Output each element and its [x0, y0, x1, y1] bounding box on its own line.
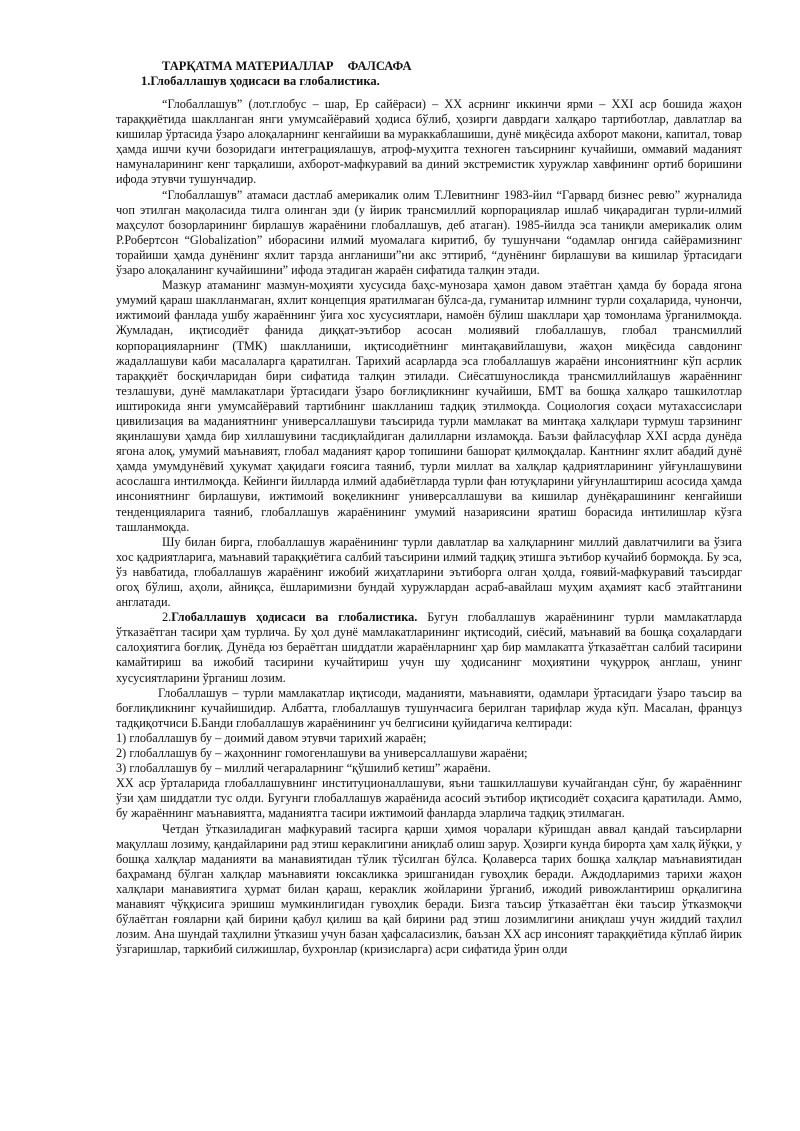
paragraph-globalization-definition: “Глобаллашув” (лот.глобус – шар, Ер сайёраси) – ХХ асрнинг иккинчи ярми – ХХI аср бошида жаҳон тараққиётида шаклланган янги умумсайёравий ҳодиса бўлиб, ҳозирги даврдаги халқаро тартиботлар, давлатлар ва кишилар ўртасида ўзаро алоқаларнинг кенгайиши ва мураккаблашиши, дунё миқёсида ахборот макони, капитал, товар ҳамда ишчи кучи бозоридаги интеграциялашув, атроф-муҳитга техноген таъсирнинг кучайиши, оммавий маданият намуналарининг кенг тарқалиши, ахборот-мафкуравий ва диний экстремистик хуружлар хавфининг ортиб боришини ифода этувчи тушунчадир.	[116, 97, 742, 187]
title-subject: ФАЛСАФА	[347, 59, 412, 73]
list-item: 3) глобаллашув бу – миллий чегараларнинг “қўшилиб кетиш” жараёни.	[116, 761, 491, 776]
paragraph-ideological-protection: Четдан ўтказиладиган мафкуравий тасирга қарши ҳимоя чоралари кўришдан аввал қандай таъсирларни мақуллаш лозиму, қандайларини рад этиш кераклигини аниқлаб олиш зарур. Ҳозирги кунда бирорта ҳам халқ йўқки, у бошқа халқлар маданияти ва манавиятидан тўлик тўсилган бўлса. Қолаверса тарих бошқа халқлар маънавиятидан баҳраманд бўлган халқлар маънавияти юксакликка эришганидан гувоҳлик беради. Аждодларимиз тарихи жаҳон халқлари манавиятига ҳурмат билан қараш, кераклик жойларини ўрганиб, ижодий ривожлантириш орқалигина манавият чўққисига эришиш мумкинлигидан гувоҳлик беради. Бизга таъсир ўтказаётган ёки таъсир ўтказмоқчи бўлаётган ғояларни қай бирини қабул қилиш ва қай бирини рад этиш лозимлигини аниқлаш учун жиддий таҳлил лозим. Ана шундай таҳлилни ўтказиш учун базан ҳафсаласизлик, баъзан ХХ аср инсоният тараққиётида кўплаб йирик ўзгаришлар, таркибий силжишлар, бухронлар (кризисларга) асри сифатида ўрин олди	[116, 821, 742, 957]
section-2-heading: Глобаллашув ҳодисаси ва глобалистика.	[171, 610, 418, 625]
section-2-number: 2.	[162, 610, 172, 625]
document-title	[162, 58, 412, 74]
features-list	[116, 731, 742, 776]
section-1-heading: 1.Глобаллашув ҳодисаси ва глобалистика.	[141, 74, 380, 88]
paragraph-section-2	[116, 610, 742, 685]
paragraph-term-origin: “Глобаллашув” атамаси дастлаб америкалик олим Т.Левитнинг 1983-йил “Гарвард бизнес ревю” журналида чоп этилган мақоласида тилга олинган эди (у йирик трансмиллий корпорациялар ишлаб чиқарадиган турли-илмий маҳсулот бозорларининг бирлашув жараёнини глобаллашув, деб атаган). 1985-йилда эса таниқли америкалик олим Р.Робертсон “Globalization” иборасини илмий муомалага киритиб, бу тушунчани “одамлар онгида сайёрамизнинг торайиши ҳамда дунёнинг яхлит тарзда англаниши”ни акс эттириб, “дунёнинг бирлашуви ва кишилар ўртасидаги ўзаро алоқаланинг кучайишини” ифода этадиган жараён сифатида талқин этади.	[116, 187, 742, 278]
list-item: 1) глобаллашув бу – доимий давом этувчи тарихий жараён;	[116, 730, 427, 745]
paragraph-term-essence: Мазкур атаманинг мазмун-моҳияти хусусида баҳс-мунозара ҳамон давом этаётган ҳамда бу борада ягона умумий қараш шаклланмаган, яхлит концепция яратилмаган бўлса-да, гуманитар илмнинг турли соҳаларида, чунончи, ижтимоий фанлада ушбу жараённинг ўига хос хусусиятлари, намоён бўлиш шакллари ҳар томонлама ўрганилмоқда. Жумладан, иқтисодиёт фанида диққат-эътибор асосан молиявий глобаллашув, глобал трансмиллий корпорацияларнинг (ТМК) шаклланиши, иқтисодиётнинг минтақавийлашуви, жаҳон миқёсида савдонинг жадаллашуви каби масалаларга қаратилган. Тарихий асарларда эса глобаллашув жараёни инсониятнинг кўп асрлик тараққиёт босқичларидан бири сифатида талқин этилади. Сиёсатшуносликда трансмиллийлашув жараённинг тезлашуви, дунё мамлакатлари ўртасидаги ўзаро боғлиқликнинг кучайиши, БМТ ва бошқа халқаро ташкилотлар иштирокида янги умумсайёравий тартибнинг шаклланиш тадқиқ этилмоқда. Социология соҳаси мутахассислари цивилизация ва маданиятнинг универсаллашуви таъсирида турли мамлакат ва минтақа халқлари турмуш тарзининг яқинлашуви ҳамда бир хиллашувини тасдиқлайдиган далилларни изламоқда. Баъзи файласуфлар ХХI асрда дунёда ягона алоқ, умумий маънавият, глобал маданият қарор топишини башорат қилмоқдалар. Кантнинг яхлит абадий дунё ҳамда умумдунёвий ҳукумат ҳақидаги ғоясига таяниб, турли миллат ва халқлар қадриятларининг уйғунлашувини асослашга интилмоқда. Кейинги йилларда илмий адабиётларда турли фан ютуқларини уйғунлаштириш асосида ҳамда инсониятнинг бирлашуви, ижтимоий воқеликнинг универсаллашуви ва кишилар дунёқарашининг кенгайиши тенденцияларига таяниб, глобаллашув жараёнининг умумий назариясини яратиш борасида интилишлар кўзга ташланмоқда.	[116, 278, 742, 534]
paragraph-institutionalization: ХХ аср ўрталарида глобаллашувнинг институционаллашуви, яъни ташкиллашуви кучайгандан сўнг, бу жараённинг ўзи ҳам шиддатли тус олди. Бугунги глобаллашув жараёнида асосий эътибор иқтисодиёт соҳасига қаратилади. Аммо, бу жараённинг маънавиятга, маданиятга тасири ижтимоий фанларда эларлича тадқиқ этилмаган.	[116, 776, 742, 821]
paragraph-globalization-features: Глобаллашув – турли мамлакатлар иқтисоди, маданияти, маънавияти, одамлари ўртасидаги ўзаро таъсир ва боғлиқликнинг кучайишидир. Албатта, глобаллашув тушунчасига берилган тарифлар жуда кўп. Масалан, француз тадқиқотчиси Б.Банди глобаллашув жараёнининг уч белгисини қуйидагича келтиради:	[116, 685, 742, 730]
document-body	[116, 97, 742, 957]
list-item: 2) глобаллашув бу – жаҳоннинг гомогенлашуви ва универсаллашуви жараёни;	[116, 746, 528, 761]
section-2-text: Бугун глобаллашув жараёнининг турли мамлакатларда ўтказаётган тасири ҳам турлича. Бу ҳол дунё мамлакатларининг иқтисодий, сиёсий, маънавий ва бошқа соҳалардаги салоҳиятига боғлиқ. Дунёда юз бераётган шиддатли жараёнларнинг ҳар бир мамлакатга ўтказаётган салбий тасирини камайтириш ва ижобий тасирини кучайтириш учун шу ҳодисанинг моҳиятини чуқурроқ англаш, унинг хусусиятларини ўрганиш лозим.	[116, 610, 742, 685]
paragraph-negative-influence: Шу билан бирга, глобаллашув жараёнининг турли давлатлар ва халқларнинг миллий давлатчилиги ва ўзига хос қадриятларига, маънавий тараққиётига салбий таъсирини илмий тадқиқ этишга эътибор кучайиб бормоқда. Бу эса, ўз навбатида, глобаллашув жараёнинг ижобий жиҳатларини эътиборга олган ҳолда, ғоявий-мафкуравий таъсирдаг огоҳ бўлиш, аҳоли, айниқса, ёшларимизни бундай хуружлардан асраб-авайлаш муҳим аҳамият касб этайтганини англатади.	[116, 534, 742, 610]
title-materials: ТАРҚАТМА МАТЕРИАЛЛАР	[162, 59, 334, 73]
